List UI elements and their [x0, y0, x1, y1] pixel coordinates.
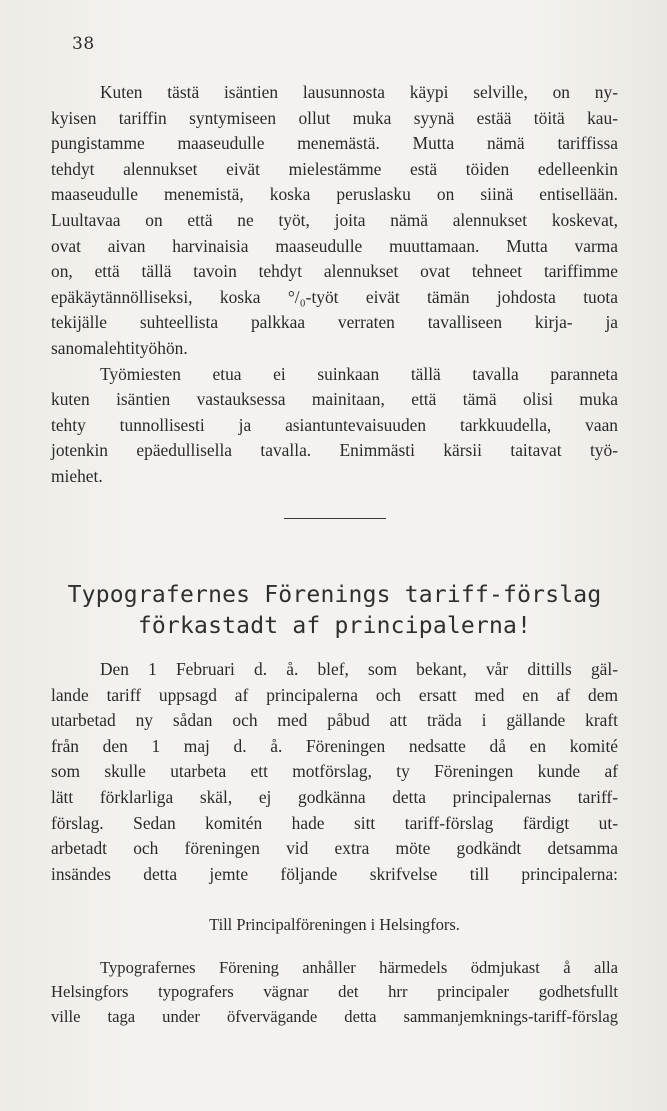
text-line: miehet.: [51, 465, 103, 486]
text-line: tehty tunnollisesti ja asiantuntevaisuuden tarkkuudella, vaan: [51, 414, 618, 435]
text-line: Kuten tästä isäntien lausunnosta käypi selville, on ny-: [100, 82, 618, 102]
text-line: tekijälle suhteellista palkkaa verraten tavalliseen kirja- ja: [51, 312, 618, 333]
text-line: tehdyt alennukset eivät mielestämme estä töiden edelleenkin: [51, 158, 618, 179]
text-line: on, että tällä tavoin tehdyt alennukset ovat tehneet tariffimme: [51, 261, 618, 282]
text-line: förslag. Sedan komitén hade sitt tariff-förslag färdigt ut-: [51, 812, 618, 833]
text-line: ville taga under öfvervägande detta sammanjemknings-tariff-förslag: [51, 1006, 618, 1026]
text-line: Den 1 Februari d. å. blef, som bekant, vår dittills gäl-: [100, 659, 618, 679]
text-line: ovat aivan harvinaisia maaseudulle muuttamaan. Mutta varma: [51, 235, 618, 256]
letter-body: [51, 956, 618, 1029]
text-line: lande tariff uppsagd af principalerna och ersatt med en af dem: [51, 684, 618, 705]
text-line: maaseudulle menemistä, koska peruslasku on siinä entisellään.: [51, 184, 618, 205]
text-line: Luultavaa on että ne työt, joita nämä alennukset koskevat,: [51, 209, 618, 230]
letter-addressee: Till Principalföreningen i Helsingfors.: [209, 915, 460, 934]
text-line: kyisen tariffin syntymiseen ollut muka syynä estää töitä kau-: [51, 107, 618, 128]
text-line: kuten isäntien vastauksessa mainitaan, että tämä olisi muka: [51, 389, 618, 410]
heading-line-2: förkastadt af principalerna!: [137, 613, 532, 639]
text-line: jotenkin epäedullisella tavalla. Enimmästi kärsii taitavat työ-: [51, 440, 618, 461]
text-line: insändes detta jemte följande skrifvelse till principalerna:: [51, 863, 618, 884]
swedish-paragraph: [51, 657, 618, 887]
text-line: Helsingfors typografers vägnar det hrr principaler godhetsfullt: [51, 982, 618, 1002]
section-divider: [284, 518, 386, 519]
text-line: sanomalehtityöhön.: [51, 337, 188, 358]
section-heading: [51, 580, 618, 642]
text-line: lätt förklarliga skäl, ej godkänna detta principalernas tariff-: [51, 786, 618, 807]
text-line: arbetadt och föreningen vid extra möte godkändt detsamma: [51, 838, 618, 859]
heading-line-1: Typografernes Förenings tariff-förslag: [67, 582, 602, 608]
text-line: epäkäytännölliseksi, koska °/₀-työt eivät tämän johdosta tuota: [51, 286, 618, 307]
text-line: pungistamme maaseudulle menemästä. Mutta nämä tariffissa: [51, 133, 618, 154]
text-line: Typografernes Förening anhåller härmedels ödmjukast å alla: [100, 958, 618, 977]
text-line: utarbetad ny sådan och med påbud att träda i gällande kraft: [51, 710, 618, 731]
text-line: som skulle utarbeta ett motförslag, ty Föreningen kunde af: [51, 761, 618, 782]
text-line: Työmiesten etua ei suinkaan tällä tavalla paranneta: [100, 363, 618, 384]
page-number: 38: [72, 34, 95, 54]
finnish-paragraphs: [51, 80, 618, 490]
text-line: från den 1 maj d. å. Föreningen nedsatte då en komité: [51, 735, 618, 756]
